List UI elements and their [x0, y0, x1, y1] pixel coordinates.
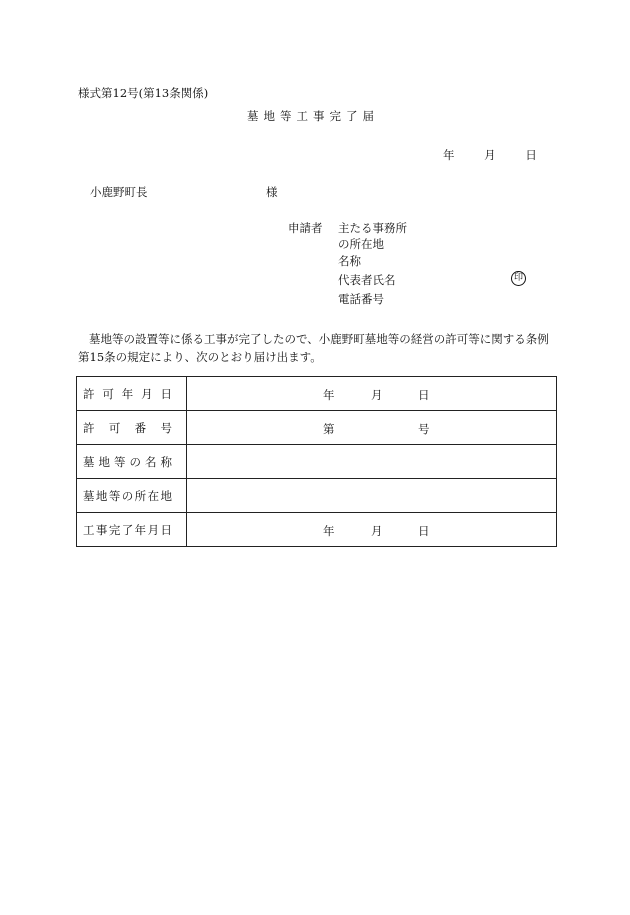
applicant-phone-label: 電話番号 — [338, 292, 384, 306]
applicant-name-label: 名称 — [338, 254, 361, 268]
applicant-representative-label: 代表者氏名 — [338, 273, 396, 287]
submission-date — [443, 147, 537, 163]
table-row-completion-date — [77, 513, 557, 547]
month-label: 月 — [371, 388, 383, 402]
date-day-label: 日 — [525, 148, 537, 162]
permit-number-field[interactable] — [187, 411, 557, 445]
day-label: 日 — [418, 388, 430, 402]
addressee-honorific: 様 — [266, 185, 278, 199]
table-row-permit-date — [77, 377, 557, 411]
number-suffix-label: 号 — [418, 422, 430, 436]
cemetery-name-field[interactable] — [187, 445, 557, 479]
cemetery-location-field[interactable] — [187, 479, 557, 513]
month-label: 月 — [371, 524, 383, 538]
applicant-office-location-line2: の所在地 — [338, 237, 384, 251]
document-title: 墓地等工事完了届 — [247, 109, 379, 123]
notification-body: 墓地等の設置等に係る工事が完了したので、小鹿野町墓地等の経営の許可等に関する条例第15条の規定により、次のとおり届け出ます。 — [78, 332, 549, 364]
date-year-label: 年 — [443, 148, 455, 162]
table-row-cemetery-location — [77, 479, 557, 513]
completion-form-table — [76, 376, 557, 547]
year-label: 年 — [323, 524, 335, 538]
applicant-office-location-line1: 主たる事務所 — [338, 221, 407, 235]
row-label: 許可年月日 — [83, 386, 172, 401]
form-number: 様式第12号(第13条関係) — [78, 86, 209, 100]
addressee-name: 小鹿野町長 — [90, 185, 148, 199]
year-label: 年 — [323, 388, 335, 402]
applicant-label: 申請者 — [288, 221, 323, 235]
row-label: 工事完了年月日 — [83, 522, 172, 537]
completion-date-field[interactable] — [187, 513, 557, 547]
date-month-label: 月 — [484, 148, 496, 162]
permit-date-field[interactable] — [187, 377, 557, 411]
row-label: 墓地等の名称 — [83, 454, 172, 469]
row-label: 許可番号 — [83, 420, 172, 435]
number-prefix-label: 第 — [323, 422, 335, 436]
table-row-cemetery-name — [77, 445, 557, 479]
table-row-permit-number — [77, 411, 557, 445]
seal-mark: 印 — [511, 271, 526, 286]
row-label: 墓地等の所在地 — [83, 488, 172, 503]
day-label: 日 — [418, 524, 430, 538]
